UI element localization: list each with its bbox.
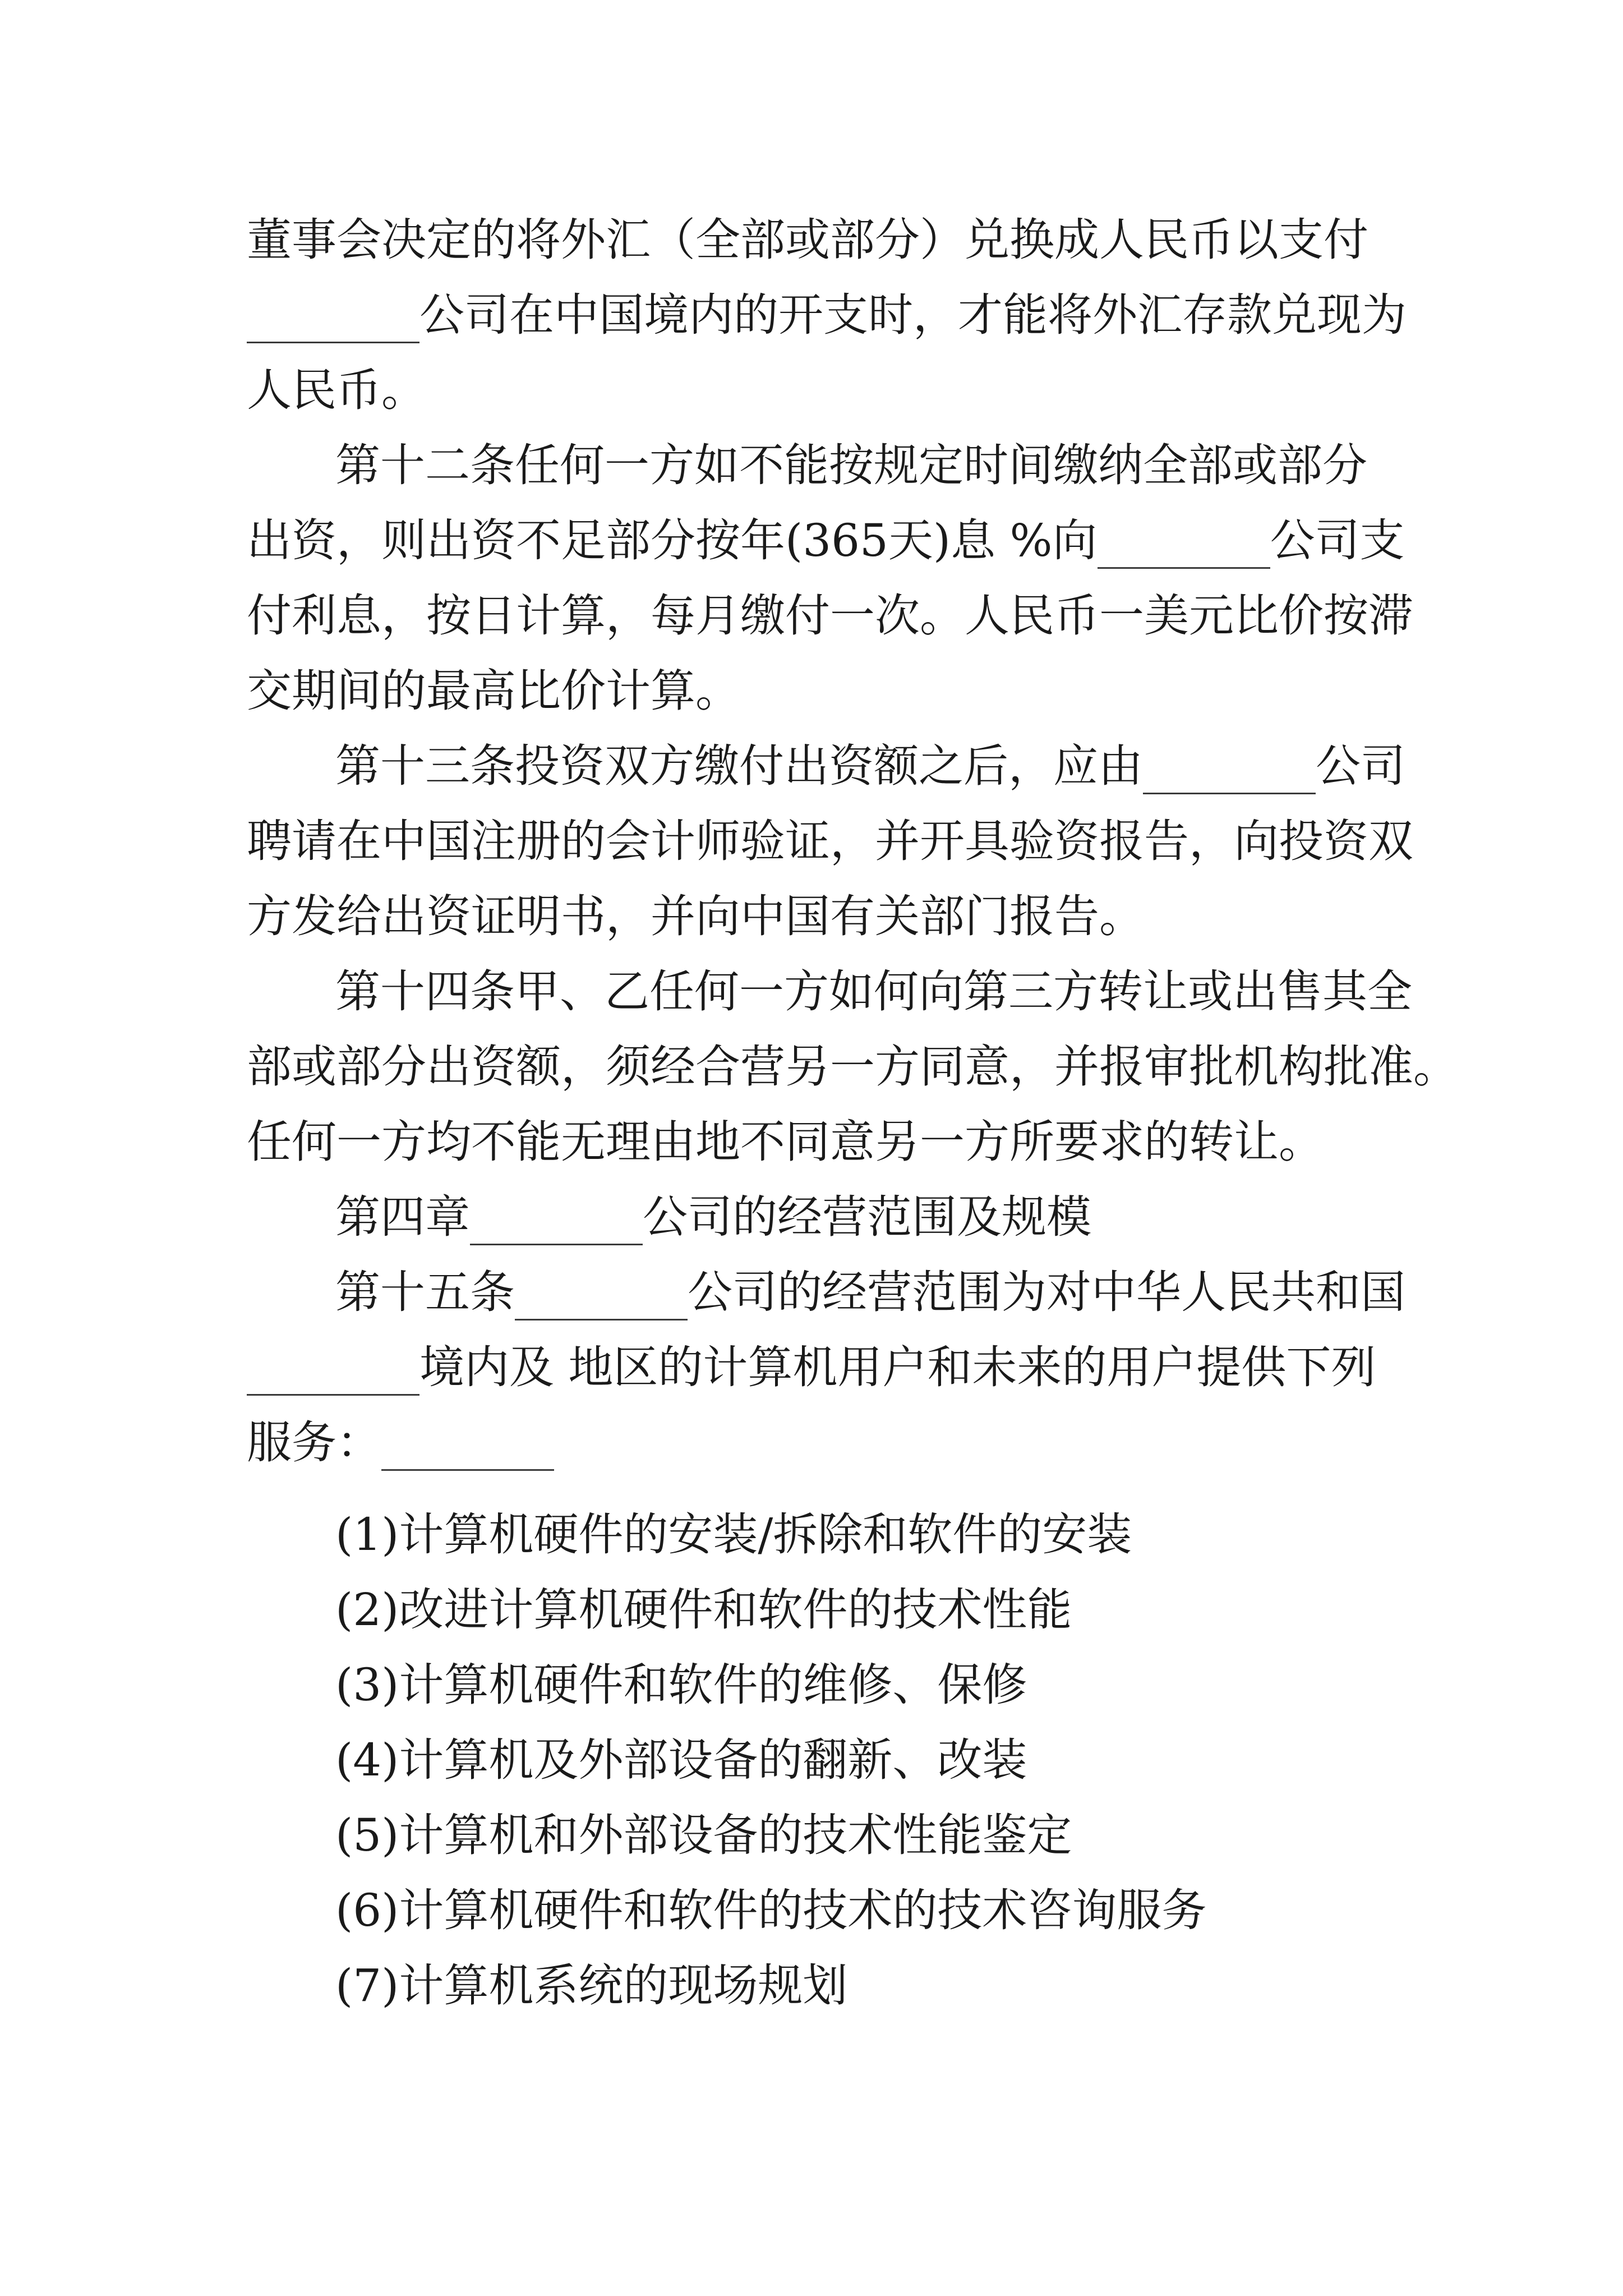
- text-run: 公司的经营范围及规模: [643, 1191, 1091, 1243]
- text-run: 人民币。: [247, 364, 426, 416]
- text-run: (2)改进计算机硬件和软件的技术性能: [335, 1584, 1072, 1636]
- text-run: 交期间的最高比价计算。: [247, 665, 740, 717]
- list-item: [335, 1507, 1132, 1563]
- text-run: (7)计算机系统的现场规划: [335, 1959, 848, 2012]
- text-line: [335, 1264, 1405, 1320]
- text-line: [247, 362, 426, 418]
- text-run: 董事会决定的将外汇（全部或部分）兑换成人民币以支付: [247, 214, 1368, 266]
- text-line: [247, 287, 1407, 343]
- text-line: [335, 438, 1367, 494]
- list-item: [335, 1883, 1206, 1939]
- text-run: 境内及 地区的计算机用户和未来的用户提供下列: [419, 1341, 1376, 1393]
- list-item: [335, 1657, 1027, 1713]
- text-run: 第十二条任何一方如不能按规定时间缴纳全部或部分: [335, 439, 1367, 491]
- text-run: (5)计算机和外部设备的技术性能鉴定: [335, 1809, 1072, 1861]
- fill-in-blank: [381, 1425, 554, 1471]
- text-run: 部或部分出资额，须经合营另一方同意，并报审批机构批准。: [247, 1041, 1458, 1093]
- text-run: (1)计算机硬件的安装/拆除和软件的安装: [335, 1508, 1132, 1561]
- text-run: 公司: [1316, 740, 1405, 792]
- fill-in-blank: [470, 1200, 643, 1245]
- text-line: [247, 813, 1413, 869]
- fill-in-blank: [1143, 749, 1316, 794]
- text-line: [247, 212, 1368, 268]
- text-run: 付利息，按日计算，每月缴付一次。人民币一美元比价按滞: [247, 590, 1413, 642]
- text-run: 第十五条: [335, 1266, 515, 1318]
- list-item: [335, 1582, 1072, 1638]
- text-line: [247, 663, 740, 719]
- text-line: [247, 1340, 1376, 1396]
- text-line: [247, 889, 1144, 945]
- text-run: 第四章: [335, 1191, 470, 1243]
- text-line: [335, 738, 1405, 794]
- text-line: [247, 1114, 1324, 1170]
- text-run: 出资，则出资不足部分按年(365天)息 %向: [247, 514, 1098, 567]
- list-item: [335, 1732, 1027, 1788]
- text-run: 公司支: [1270, 514, 1405, 567]
- text-run: (3)计算机硬件和软件的维修、保修: [335, 1659, 1027, 1711]
- text-run: 任何一方均不能无理由地不同意另一方所要求的转让。: [247, 1116, 1324, 1168]
- list-item: [335, 1958, 847, 2014]
- text-run: 第十三条投资双方缴付出资额之后，应由: [335, 740, 1143, 792]
- text-line: [247, 1039, 1458, 1095]
- text-line: [247, 1415, 554, 1471]
- text-run: 服务：: [247, 1416, 381, 1469]
- text-run: 方发给出资证明书，并向中国有关部门报告。: [247, 890, 1144, 942]
- text-line: [247, 513, 1405, 569]
- fill-in-blank: [1098, 523, 1270, 569]
- text-line: [247, 588, 1413, 644]
- text-run: 公司在中国境内的开支时，才能将外汇存款兑现为: [419, 289, 1407, 341]
- text-line: [335, 964, 1412, 1020]
- text-run: 第十四条甲、乙任何一方如何向第三方转让或出售其全: [335, 965, 1412, 1018]
- text-run: 公司的经营范围为对中华人民共和国: [688, 1266, 1405, 1318]
- text-run: (6)计算机硬件和软件的技术的技术咨询服务: [335, 1884, 1207, 1936]
- fill-in-blank: [515, 1275, 688, 1320]
- fill-in-blank: [247, 298, 419, 343]
- list-item: [335, 1807, 1072, 1864]
- text-run: (4)计算机及外部设备的翻新、改装: [335, 1734, 1027, 1786]
- fill-in-blank: [247, 1350, 419, 1396]
- text-run: 聘请在中国注册的会计师验证，并开具验资报告，向投资双: [247, 815, 1413, 867]
- chapter-heading: [335, 1189, 1091, 1245]
